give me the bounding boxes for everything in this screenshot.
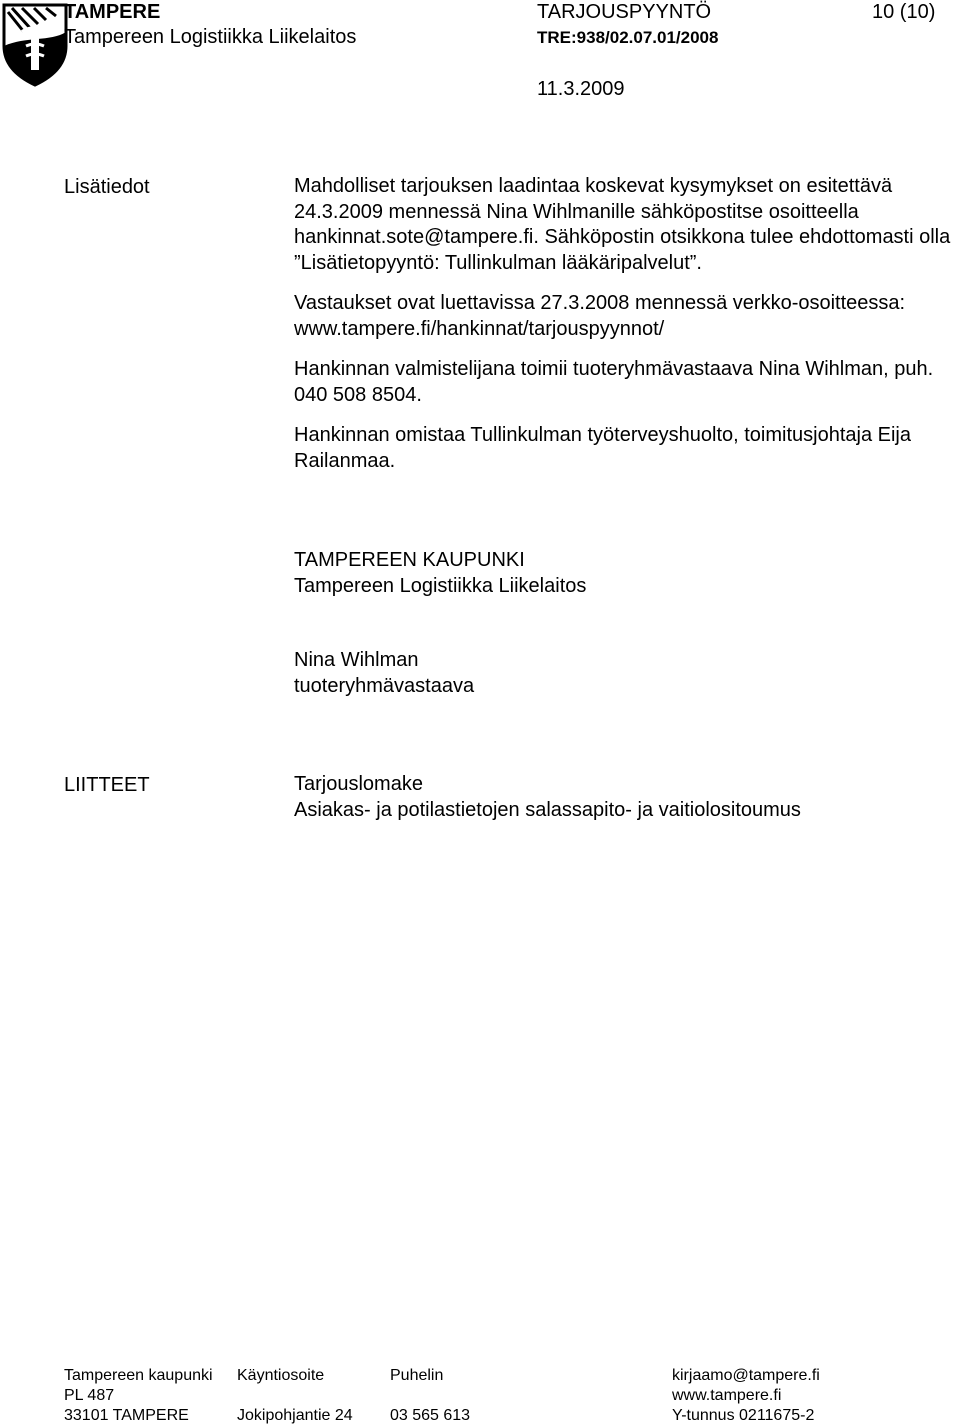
header-reference: TRE:938/02.07.01/2008 [537, 28, 719, 47]
header-date: 11.3.2009 [537, 78, 625, 100]
footer-text: Jokipohjantie 24 [237, 1407, 353, 1424]
header-unit: Tampereen Logistiikka Liikelaitos [64, 26, 357, 48]
footer-website: www.tampere.fi [672, 1387, 782, 1404]
tampere-coat-of-arms-logo [0, 2, 70, 88]
footer-text [390, 1386, 470, 1406]
lisatiedot-paragraph-3: Hankinnan valmistelijana toimii tuoteryhmävastaava Nina Wihlman, puh. 040 508 8504. [294, 358, 934, 406]
footer-email: kirjaamo@tampere.fi [672, 1367, 820, 1384]
liite-item: Tarjouslomake [294, 773, 423, 795]
lisatiedot-paragraph-1: Mahdolliset tarjouksen laadintaa koskevat kysymykset on esitettävä 24.3.2009 mennessä Nina Wihlmanille sähköpostitse osoitteella hankinnat.sote@tampere.fi. Sähköpostin otsikkona tulee ehdottomasti olla ”Lisätietopyyntö: Tullinkulman lääkäripalvelut”. [294, 175, 951, 274]
footer-text: PL 487 [64, 1387, 115, 1404]
section-label-lisatiedot: Lisätiedot [64, 176, 150, 198]
header-page-number: 10 (10) [872, 1, 936, 23]
lisatiedot-paragraph-4: Hankinnan omistaa Tullinkulman työterveyshuolto, toimitusjohtaja Eija Railanmaa. [294, 424, 911, 472]
signature-name: Nina Wihlman [294, 649, 419, 671]
footer-phone-column [390, 1366, 470, 1426]
footer-visiting-column [237, 1366, 353, 1426]
lisatiedot-paragraph-2: Vastaukset ovat luettavissa 27.3.2008 mennessä verkko-osoitteessa: www.tampere.fi/hankinnat/tarjouspyynnot/ [294, 292, 906, 340]
signature-title: tuoteryhmävastaava [294, 674, 475, 697]
header-org: TAMPERE [64, 1, 161, 23]
footer-text: 03 565 613 [390, 1407, 471, 1424]
footer-text: 33101 TAMPERE [64, 1407, 189, 1424]
header-doc-type: TARJOUSPYYNTÖ [537, 1, 712, 23]
footer-address-column [64, 1366, 213, 1426]
liite-item: Asiakas- ja potilastietojen salassapito- ja vaitiolositoumus [294, 798, 801, 821]
liitteet-list [294, 772, 958, 823]
lisatiedot-section [294, 174, 958, 474]
section-label-liitteet: LIITTEET [64, 774, 150, 796]
footer-business-id: Y-tunnus 0211675-2 [672, 1407, 815, 1424]
signature-unit: Tampereen Logistiikka Liikelaitos [294, 574, 587, 597]
footer-text [237, 1386, 353, 1406]
signature-block [294, 548, 958, 699]
footer-text: Puhelin [390, 1367, 444, 1384]
footer-contact-column [672, 1366, 820, 1426]
signature-city: TAMPEREEN KAUPUNKI [294, 549, 525, 571]
footer-text: Käyntiosoite [237, 1367, 325, 1384]
footer-text: Tampereen kaupunki [64, 1367, 213, 1384]
